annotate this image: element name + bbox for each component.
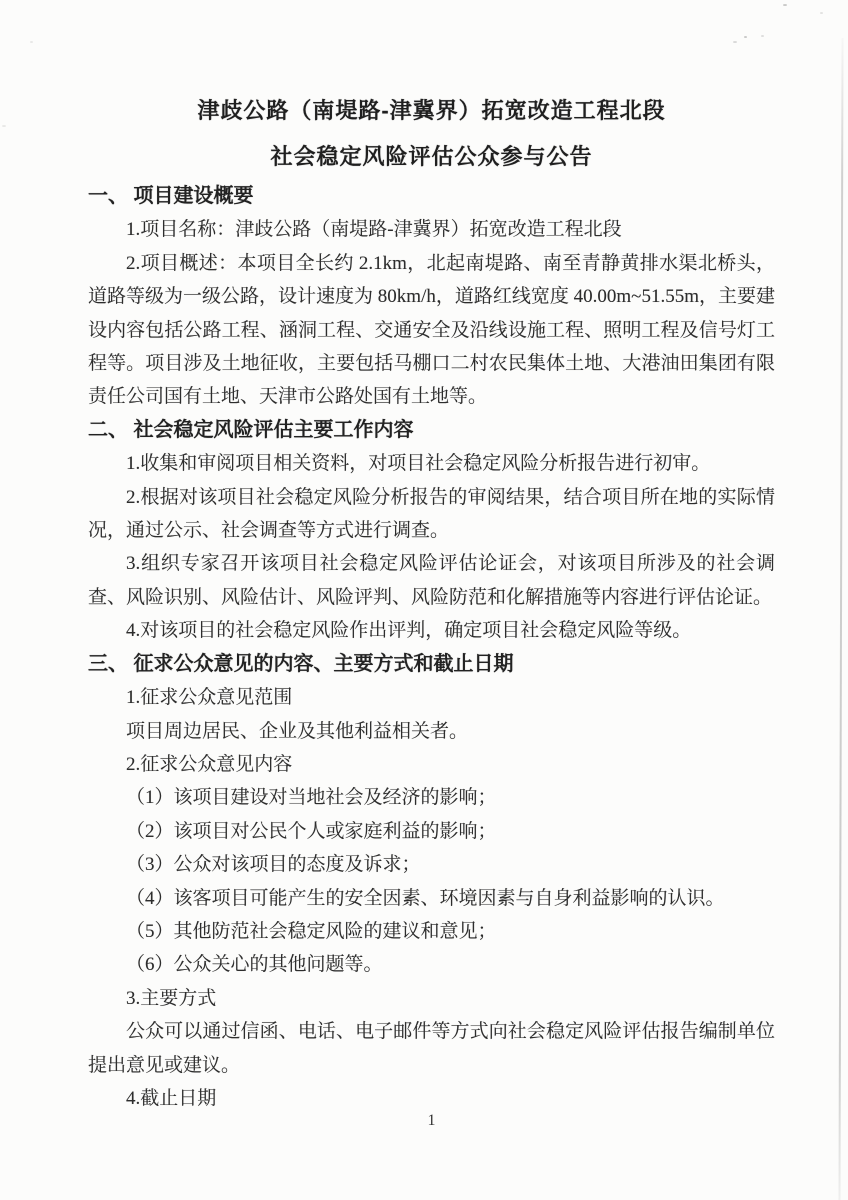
section-3-heading: 三、 征求公众意见的内容、主要方式和截止日期 [88,652,514,675]
section-public-opinion [88,648,775,1116]
section-2-heading: 二、 社会稳定风险评估主要工作内容 [88,418,414,441]
page-footer [88,1112,775,1130]
para-opinion-item-4: （4）该客项目可能产生的安全因素、环境因素与自身利益影响的认识。 [126,887,725,909]
para-deadline-label: 4.截止日期 [126,1087,217,1109]
scan-speck [783,4,787,6]
scan-speck [761,35,764,37]
para-work-item-4: 4.对该项目的社会稳定风险作出评判，确定项目社会稳定风险等级。 [126,620,692,642]
para-opinion-item-3: （3）公众对该项目的态度及诉求； [126,854,421,876]
para-opinion-item-1: （1）该项目建设对当地社会及经济的影响； [126,787,497,809]
scan-speck [2,125,6,127]
para-opinion-item-2: （2）该项目对公民个人或家庭利益的影响； [126,820,497,842]
scan-speck [820,12,823,14]
para-project-name: 1.项目名称：津歧公路（南堤路-津冀界）拓宽改造工程北段 [126,219,622,241]
section-project-overview [88,180,775,414]
document-title-line1: 津歧公路（南堤路-津冀界）拓宽改造工程北段 [197,98,666,123]
page-number: 1 [427,1112,436,1129]
para-opinion-item-6: （6）公众关心的其他问题等。 [126,954,383,976]
para-scope-text: 项目周边居民、企业及其他利益相关者。 [126,720,469,742]
scan-speck [30,41,33,43]
section-1-heading: 一、 项目建设概要 [88,185,254,207]
para-work-item-3: 3.组织专家召开该项目社会稳定风险评估论证会，对该项目所涉及的社会调查、风险识别、风险估计、风险评判、风险防范和化解措施等内容进行评估论证。 [88,553,775,608]
scan-speck [733,41,737,43]
para-project-description: 2.项目概述：本项目全长约 2.1km，北起南堤路、南至青静黄排水渠北桥头，道路等级为一级公路，设计速度为 80km/h，道路红线宽度 40.00m~51.55m，主要建设内容包括公路工程、涵洞工程、交通安全及沿线设施工程、照明工程及信号灯工程等。项目涉及土地征收，主要包括马棚口二村农民集体土地、大港油田集团有限责任公司国有土地、天津市公路处国有土地等。 [88,252,775,408]
para-scope-label: 1.征求公众意见范围 [126,687,293,709]
para-content-label: 2.征求公众意见内容 [126,753,293,775]
document-title-line2: 社会稳定风险评估公众参与公告 [270,144,593,169]
scan-artifact-line [838,38,843,1200]
para-method-label: 3.主要方式 [126,987,217,1009]
para-opinion-item-5: （5）其他防范社会稳定风险的建议和意见； [126,920,497,942]
para-work-item-2: 2.根据对该项目社会稳定风险分析报告的审阅结果，结合项目所在地的实际情况，通过公示、社会调查等方式进行调查。 [88,486,775,542]
para-method-text: 公众可以通过信函、电话、电子邮件等方式向社会稳定风险评估报告编制单位提出意见或建议。 [88,1021,775,1076]
para-work-item-1: 1.收集和审阅项目相关资料，对项目社会稳定风险分析报告进行初审。 [126,453,711,475]
section-assessment-work [88,414,775,648]
document-content [88,88,775,1115]
scan-speck [744,36,747,38]
